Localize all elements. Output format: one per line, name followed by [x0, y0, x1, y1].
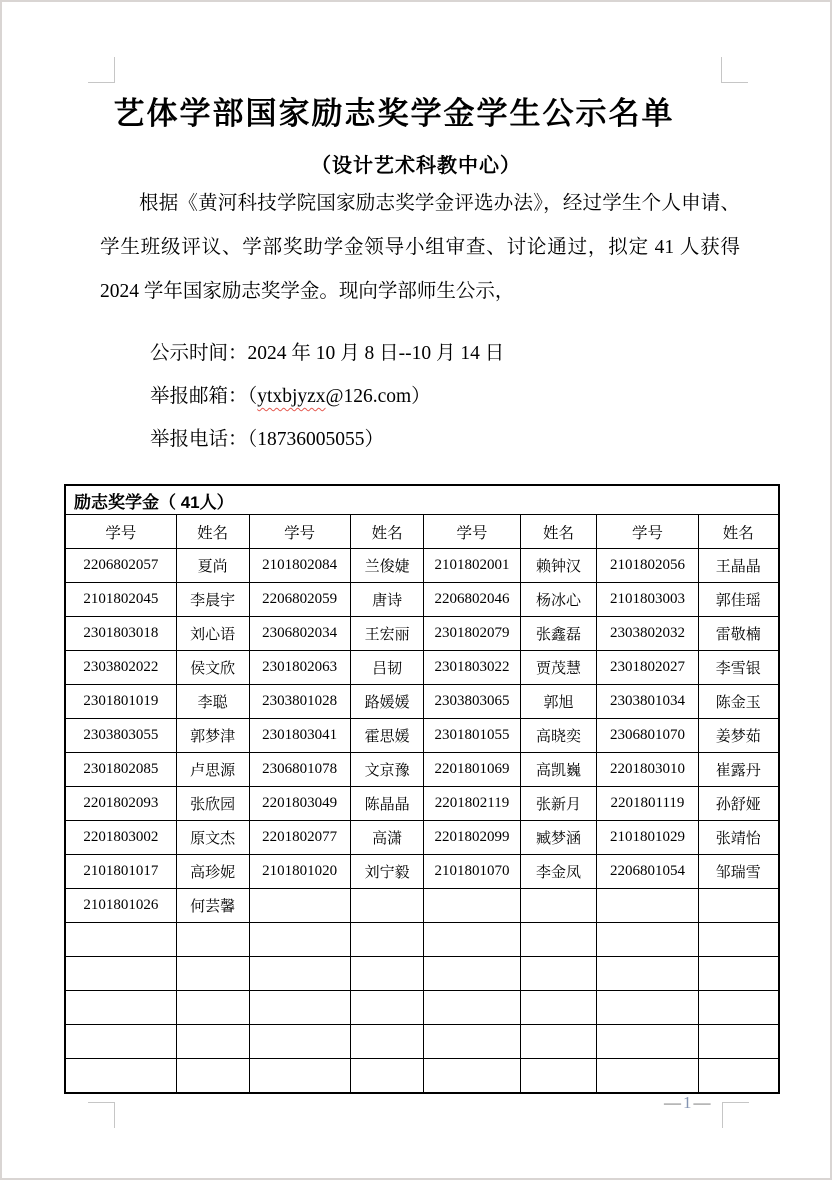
student-id-cell — [249, 1059, 350, 1094]
student-name-cell — [176, 991, 249, 1025]
student-id-cell: 2201803002 — [65, 821, 176, 855]
student-name-cell — [350, 923, 424, 957]
student-name-cell: 崔露丹 — [698, 753, 779, 787]
table-header-cell: 学号 — [249, 515, 350, 549]
student-id-cell — [424, 991, 520, 1025]
student-id-cell — [424, 923, 520, 957]
student-id-cell: 2101801070 — [424, 855, 520, 889]
table-row — [65, 889, 779, 923]
page-subtitle: （设计艺术科教中心） — [311, 155, 521, 177]
student-id-cell — [65, 923, 176, 957]
page-number — [664, 1093, 711, 1113]
student-name-cell — [350, 889, 424, 923]
student-name-cell — [520, 923, 597, 957]
student-id-cell: 2301803041 — [249, 719, 350, 753]
student-id-cell — [249, 923, 350, 957]
student-id-cell: 2301802063 — [249, 651, 350, 685]
student-name-cell — [350, 957, 424, 991]
student-name-cell — [520, 1059, 597, 1094]
student-id-cell — [249, 991, 350, 1025]
student-name-cell: 贾茂慧 — [520, 651, 597, 685]
student-id-cell: 2201802077 — [249, 821, 350, 855]
report-phone-value: （18736005055） — [247, 429, 385, 450]
table-row — [65, 1059, 779, 1094]
crop-mark-bottom-left-icon — [88, 1102, 115, 1128]
student-name-cell: 原文杰 — [176, 821, 249, 855]
student-id-cell: 2201803049 — [249, 787, 350, 821]
student-id-cell: 2101802084 — [249, 549, 350, 583]
student-id-cell — [597, 923, 698, 957]
student-name-cell — [176, 1025, 249, 1059]
student-id-cell: 2101802001 — [424, 549, 520, 583]
student-name-cell: 路媛媛 — [350, 685, 424, 719]
report-email-rest: @126.com） — [325, 386, 431, 407]
student-id-cell — [65, 957, 176, 991]
student-id-cell — [249, 957, 350, 991]
table-header-cell: 姓名 — [350, 515, 424, 549]
table-row — [65, 583, 779, 617]
student-id-cell — [597, 957, 698, 991]
table-row — [65, 651, 779, 685]
table-row — [65, 685, 779, 719]
student-name-cell: 王晶晶 — [698, 549, 779, 583]
page-title: 艺体学部国家励志奖学金学生公示名单 — [113, 96, 675, 132]
student-name-cell: 姜梦茹 — [698, 719, 779, 753]
student-name-cell: 张新月 — [520, 787, 597, 821]
page-number-digit: 1 — [683, 1093, 692, 1112]
intro-paragraph: 根据《黄河科技学院国家励志奖学金评选办法》，经过学生个人申请、学生班级评议、学部奖助学金领导小组审查、讨论通过，拟定 41 人获得 2024 学年国家励志奖学金。现向学部师生公示， — [100, 193, 740, 302]
student-name-cell: 张靖怡 — [698, 821, 779, 855]
crop-mark-top-right-icon — [721, 57, 748, 83]
student-name-cell: 张欣园 — [176, 787, 249, 821]
student-name-cell — [698, 957, 779, 991]
student-id-cell: 2303802032 — [597, 617, 698, 651]
student-name-cell: 臧梦涵 — [520, 821, 597, 855]
report-email-misspelled: ytxbjyzx — [257, 386, 326, 407]
table-header-cell: 姓名 — [520, 515, 597, 549]
scholarship-table-body — [65, 485, 779, 1093]
student-id-cell: 2201802099 — [424, 821, 520, 855]
report-phone-line — [150, 418, 504, 461]
student-name-cell: 郭旭 — [520, 685, 597, 719]
student-id-cell — [249, 1025, 350, 1059]
student-name-cell: 高珍妮 — [176, 855, 249, 889]
publicity-time-line — [150, 332, 504, 375]
table-row — [65, 617, 779, 651]
student-name-cell — [350, 1025, 424, 1059]
student-name-cell: 陈晶晶 — [350, 787, 424, 821]
table-row — [65, 549, 779, 583]
publicity-info-block — [150, 332, 504, 461]
student-id-cell: 2306801078 — [249, 753, 350, 787]
student-name-cell — [176, 957, 249, 991]
student-name-cell — [520, 991, 597, 1025]
table-row — [65, 1025, 779, 1059]
table-header-cell: 姓名 — [698, 515, 779, 549]
student-id-cell — [65, 1025, 176, 1059]
student-name-cell: 陈金玉 — [698, 685, 779, 719]
student-id-cell: 2101802056 — [597, 549, 698, 583]
student-id-cell: 2206802046 — [424, 583, 520, 617]
student-name-cell: 李金凤 — [520, 855, 597, 889]
table-header-cell: 姓名 — [176, 515, 249, 549]
student-name-cell — [698, 991, 779, 1025]
student-id-cell: 2306801070 — [597, 719, 698, 753]
scholarship-table — [64, 484, 780, 1094]
student-id-cell: 2101803003 — [597, 583, 698, 617]
student-name-cell: 邹瑞雪 — [698, 855, 779, 889]
student-id-cell — [249, 889, 350, 923]
student-name-cell — [176, 1059, 249, 1094]
student-id-cell — [65, 991, 176, 1025]
student-name-cell: 卢思源 — [176, 753, 249, 787]
publicity-time-label: 公示时间： — [150, 343, 248, 364]
report-phone-label: 举报电话： — [150, 429, 248, 450]
student-name-cell: 李聪 — [176, 685, 249, 719]
student-id-cell: 2201803010 — [597, 753, 698, 787]
student-name-cell: 唐诗 — [350, 583, 424, 617]
student-name-cell — [520, 1025, 597, 1059]
student-id-cell — [597, 1025, 698, 1059]
report-email-label: 举报邮箱： — [150, 386, 248, 407]
student-id-cell — [597, 1059, 698, 1094]
student-name-cell: 刘心语 — [176, 617, 249, 651]
page-number-dash-right: — — [693, 1093, 711, 1112]
student-id-cell: 2301802079 — [424, 617, 520, 651]
student-id-cell: 2101801029 — [597, 821, 698, 855]
table-row — [65, 821, 779, 855]
student-name-cell: 文京豫 — [350, 753, 424, 787]
student-name-cell — [698, 1025, 779, 1059]
table-header-cell: 学号 — [65, 515, 176, 549]
student-id-cell: 2306802034 — [249, 617, 350, 651]
student-name-cell: 高晓奕 — [520, 719, 597, 753]
student-name-cell: 杨冰心 — [520, 583, 597, 617]
student-name-cell: 侯文欣 — [176, 651, 249, 685]
student-id-cell: 2301801019 — [65, 685, 176, 719]
table-row — [65, 753, 779, 787]
crop-mark-top-left-icon — [88, 57, 115, 83]
table-row — [65, 957, 779, 991]
student-id-cell: 2101801026 — [65, 889, 176, 923]
student-id-cell — [65, 1059, 176, 1094]
student-id-cell: 2101801017 — [65, 855, 176, 889]
student-id-cell: 2303801028 — [249, 685, 350, 719]
student-name-cell — [350, 1059, 424, 1094]
student-id-cell: 2303803055 — [65, 719, 176, 753]
student-id-cell: 2301803018 — [65, 617, 176, 651]
student-name-cell: 郭佳瑶 — [698, 583, 779, 617]
student-id-cell: 2101801020 — [249, 855, 350, 889]
student-id-cell: 2201801069 — [424, 753, 520, 787]
student-name-cell: 王宏丽 — [350, 617, 424, 651]
student-name-cell: 霍思媛 — [350, 719, 424, 753]
student-id-cell — [597, 889, 698, 923]
table-caption: 励志奖学金（ 41人） — [65, 485, 779, 515]
student-id-cell: 2303802022 — [65, 651, 176, 685]
student-name-cell: 兰俊婕 — [350, 549, 424, 583]
student-name-cell — [350, 991, 424, 1025]
student-name-cell: 刘宁毅 — [350, 855, 424, 889]
report-email-open-paren: （ — [247, 386, 258, 407]
crop-mark-bottom-right-icon — [722, 1102, 749, 1128]
student-id-cell — [424, 889, 520, 923]
student-id-cell: 2206801054 — [597, 855, 698, 889]
student-id-cell — [424, 957, 520, 991]
report-email-line — [150, 375, 504, 418]
student-name-cell: 孙舒娅 — [698, 787, 779, 821]
table-row — [65, 719, 779, 753]
student-name-cell: 高潇 — [350, 821, 424, 855]
student-id-cell: 2301802027 — [597, 651, 698, 685]
student-name-cell: 何芸馨 — [176, 889, 249, 923]
student-name-cell: 李晨宇 — [176, 583, 249, 617]
student-name-cell: 赖钟汉 — [520, 549, 597, 583]
student-name-cell: 吕韧 — [350, 651, 424, 685]
table-row — [65, 923, 779, 957]
student-id-cell — [424, 1059, 520, 1094]
student-id-cell: 2201802119 — [424, 787, 520, 821]
student-name-cell — [520, 957, 597, 991]
page-number-dash-left: — — [664, 1093, 681, 1112]
student-id-cell — [424, 1025, 520, 1059]
student-id-cell: 2303801034 — [597, 685, 698, 719]
student-id-cell: 2301801055 — [424, 719, 520, 753]
student-id-cell: 2201802093 — [65, 787, 176, 821]
student-name-cell — [176, 923, 249, 957]
student-name-cell: 李雪银 — [698, 651, 779, 685]
table-header-cell: 学号 — [424, 515, 520, 549]
student-id-cell: 2206802059 — [249, 583, 350, 617]
student-name-cell: 夏尚 — [176, 549, 249, 583]
student-id-cell: 2303803065 — [424, 685, 520, 719]
student-name-cell — [698, 889, 779, 923]
student-name-cell — [698, 1059, 779, 1094]
table-header-cell: 学号 — [597, 515, 698, 549]
student-id-cell — [597, 991, 698, 1025]
student-name-cell — [698, 923, 779, 957]
student-name-cell — [520, 889, 597, 923]
student-name-cell: 雷敬楠 — [698, 617, 779, 651]
table-row — [65, 991, 779, 1025]
student-name-cell: 郭梦津 — [176, 719, 249, 753]
publicity-time-value: 2024 年 10 月 8 日--10 月 14 日 — [247, 343, 505, 364]
student-id-cell: 2201801119 — [597, 787, 698, 821]
student-id-cell: 2101802045 — [65, 583, 176, 617]
student-id-cell: 2301802085 — [65, 753, 176, 787]
student-id-cell: 2206802057 — [65, 549, 176, 583]
student-name-cell: 张鑫磊 — [520, 617, 597, 651]
student-name-cell: 高凯巍 — [520, 753, 597, 787]
student-id-cell: 2301803022 — [424, 651, 520, 685]
table-row — [65, 787, 779, 821]
table-row — [65, 855, 779, 889]
